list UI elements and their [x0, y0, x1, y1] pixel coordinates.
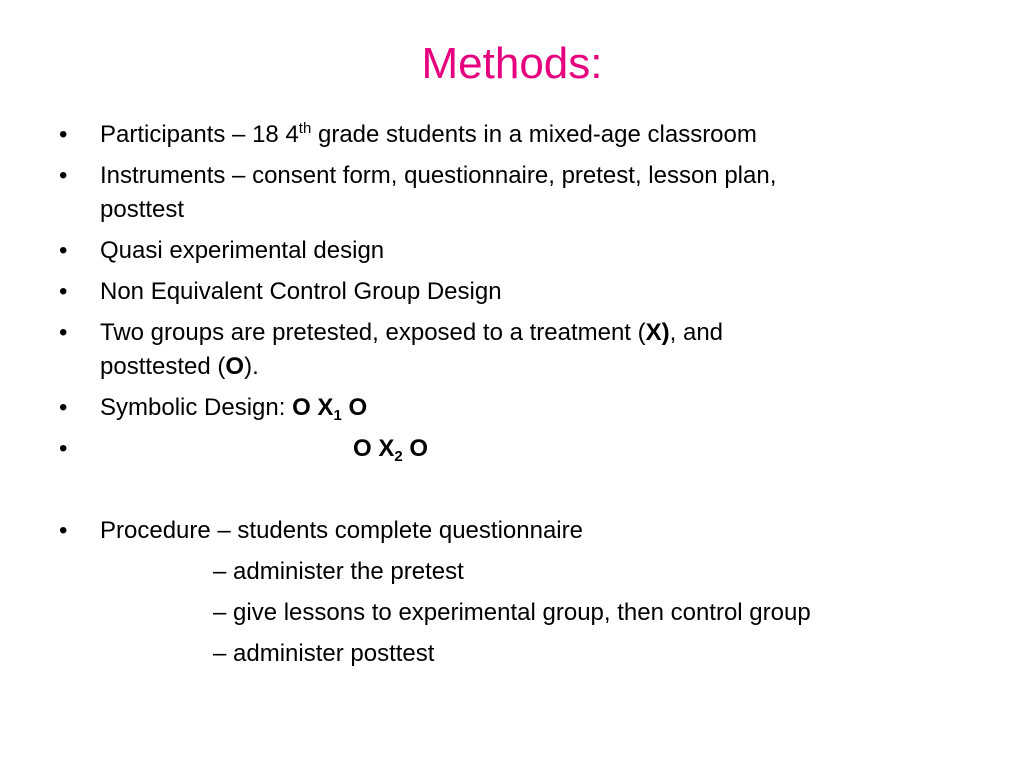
bullet-marker: •: [59, 278, 68, 305]
bullet-marker: •: [59, 121, 68, 148]
bullet-instruments-line1: Instruments – consent form, questionnaire, pretest, lesson plan,: [100, 162, 777, 189]
procedure-step: – give lessons to experimental group, then control group: [213, 599, 811, 626]
bullet-quasi: Quasi experimental design: [100, 237, 385, 264]
bullet-instruments-line2: posttest: [100, 196, 185, 223]
design-row-2: O $X_2$ O: [353, 435, 429, 465]
bullet-marker: •: [59, 319, 68, 346]
bullet-participants: Participants – 18 4th grade students in a mixed-age classroom: [100, 120, 757, 148]
bullet-marker: •: [59, 517, 68, 544]
bullet-two-groups-line1: Two groups are pretested, exposed to a treatment (X), and: [100, 319, 724, 346]
bullet-marker: •: [59, 162, 68, 189]
slide-title: Methods:: [421, 39, 603, 88]
bullet-procedure: Procedure – students complete questionnaire: [100, 517, 583, 544]
procedure-step: – administer posttest: [213, 640, 435, 667]
procedure-step: – administer the pretest: [213, 558, 464, 585]
bullet-marker: •: [59, 394, 68, 421]
bullet-marker: •: [59, 435, 68, 462]
bullet-symbolic-design: Symbolic Design: O $X_1$ O: [100, 394, 368, 424]
bullet-two-groups-line2: posttested (O).: [100, 353, 259, 380]
bullet-nonequivalent: Non Equivalent Control Group Design: [100, 278, 502, 305]
design-row-1: O $X_1$ O: [292, 394, 368, 424]
bullet-marker: •: [59, 237, 68, 264]
